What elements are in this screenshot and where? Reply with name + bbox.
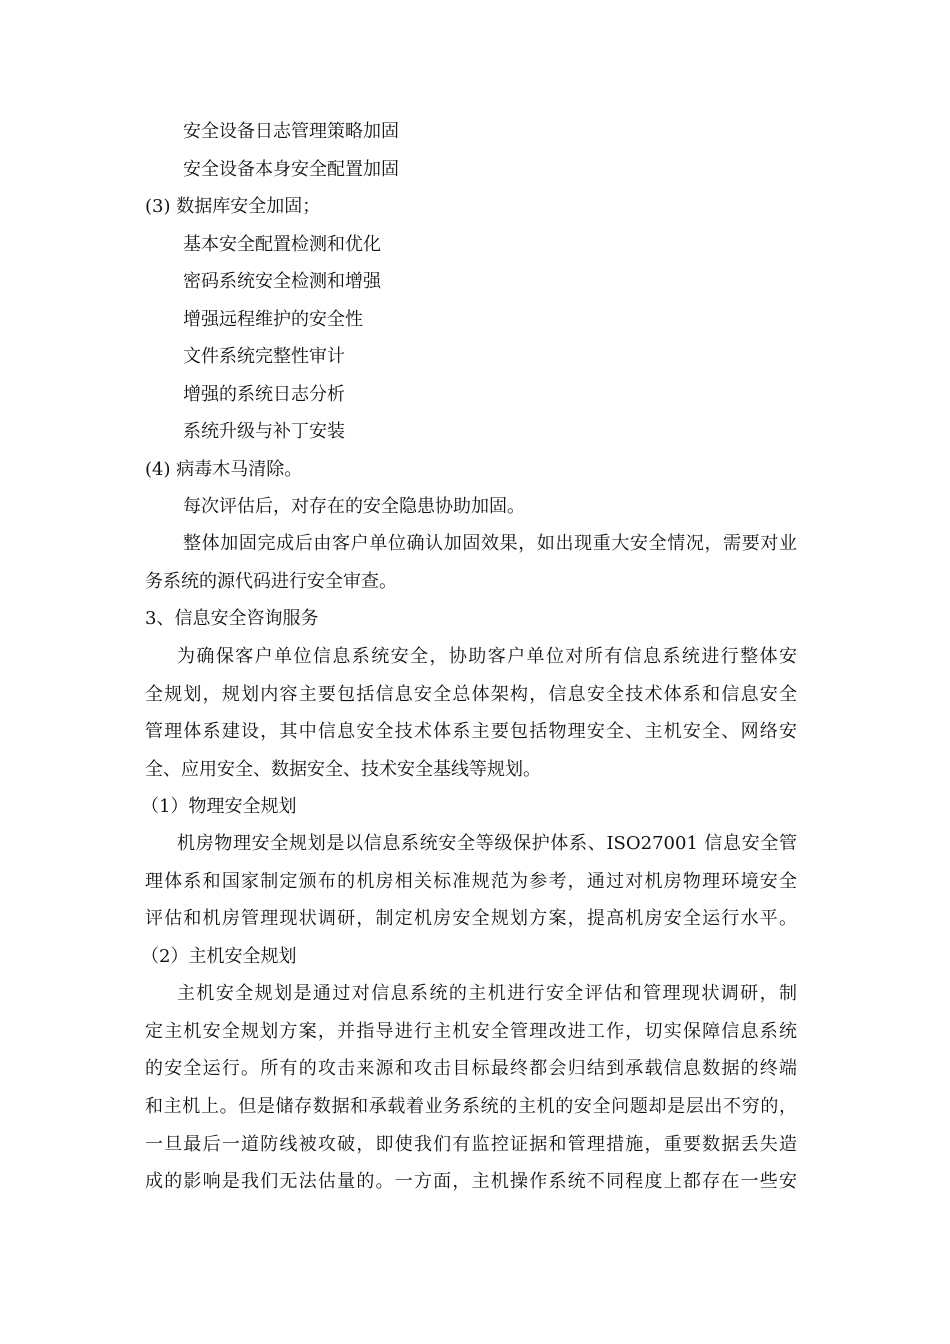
paragraph-line: 管理体系建设，其中信息安全技术体系主要包括物理安全、主机安全、网络安 bbox=[145, 721, 797, 742]
list-item: 增强远程维护的安全性 bbox=[183, 309, 363, 330]
paragraph-line: 一旦最后一道防线被攻破，即使我们有监控证据和管理措施，重要数据丢失造 bbox=[145, 1134, 797, 1155]
section-heading: (4) 病毒木马清除。 bbox=[145, 459, 303, 480]
list-item: 安全设备日志管理策略加固 bbox=[183, 121, 399, 142]
paragraph-line: 整体加固完成后由客户单位确认加固效果，如出现重大安全情况，需要对业 bbox=[183, 533, 797, 554]
paragraph-line: 成的影响是我们无法估量的。一方面，主机操作系统不同程度上都存在一些安 bbox=[145, 1171, 797, 1192]
paragraph-line: 全规划，规划内容主要包括信息安全总体架构，信息安全技术体系和信息安全 bbox=[145, 684, 797, 705]
list-item: 增强的系统日志分析 bbox=[183, 384, 345, 405]
paragraph-line: 全、应用安全、数据安全、技术安全基线等规划。 bbox=[145, 759, 541, 780]
paragraph-line: 务系统的源代码进行安全审查。 bbox=[145, 571, 397, 592]
paragraph-line: 定主机安全规划方案，并指导进行主机安全管理改进工作，切实保障信息系统 bbox=[145, 1021, 797, 1042]
paragraph-line: 的安全运行。所有的攻击来源和攻击目标最终都会归结到承载信息数据的终端 bbox=[145, 1058, 797, 1079]
section-heading: (3) 数据库安全加固； bbox=[145, 196, 321, 217]
paragraph-line: 主机安全规划是通过对信息系统的主机进行安全评估和管理现状调研，制 bbox=[177, 983, 797, 1004]
subsection-heading: （2）主机安全规划 bbox=[141, 946, 297, 967]
list-item: 文件系统完整性审计 bbox=[183, 346, 345, 367]
paragraph-line: 和主机上。但是储存数据和承载着业务系统的主机的安全问题却是层出不穷的， bbox=[145, 1096, 797, 1117]
section-heading: 3、信息安全咨询服务 bbox=[145, 608, 319, 629]
paragraph: 每次评估后，对存在的安全隐患协助加固。 bbox=[183, 496, 525, 517]
subsection-heading: （1）物理安全规划 bbox=[141, 796, 297, 817]
paragraph-line: 理体系和国家制定颁布的机房相关标准规范为参考，通过对机房物理环境安全 bbox=[145, 871, 797, 892]
paragraph-line: 机房物理安全规划是以信息系统安全等级保护体系、ISO27001 信息安全管 bbox=[177, 833, 797, 854]
list-item: 密码系统安全检测和增强 bbox=[183, 271, 381, 292]
paragraph-line: 评估和机房管理现状调研，制定机房安全规划方案，提高机房安全运行水平。 bbox=[145, 908, 797, 929]
list-item: 基本安全配置检测和优化 bbox=[183, 234, 381, 255]
list-item: 系统升级与补丁安装 bbox=[183, 421, 345, 442]
list-item: 安全设备本身安全配置加固 bbox=[183, 159, 399, 180]
paragraph-line: 为确保客户单位信息系统安全，协助客户单位对所有信息系统进行整体安 bbox=[177, 646, 797, 667]
